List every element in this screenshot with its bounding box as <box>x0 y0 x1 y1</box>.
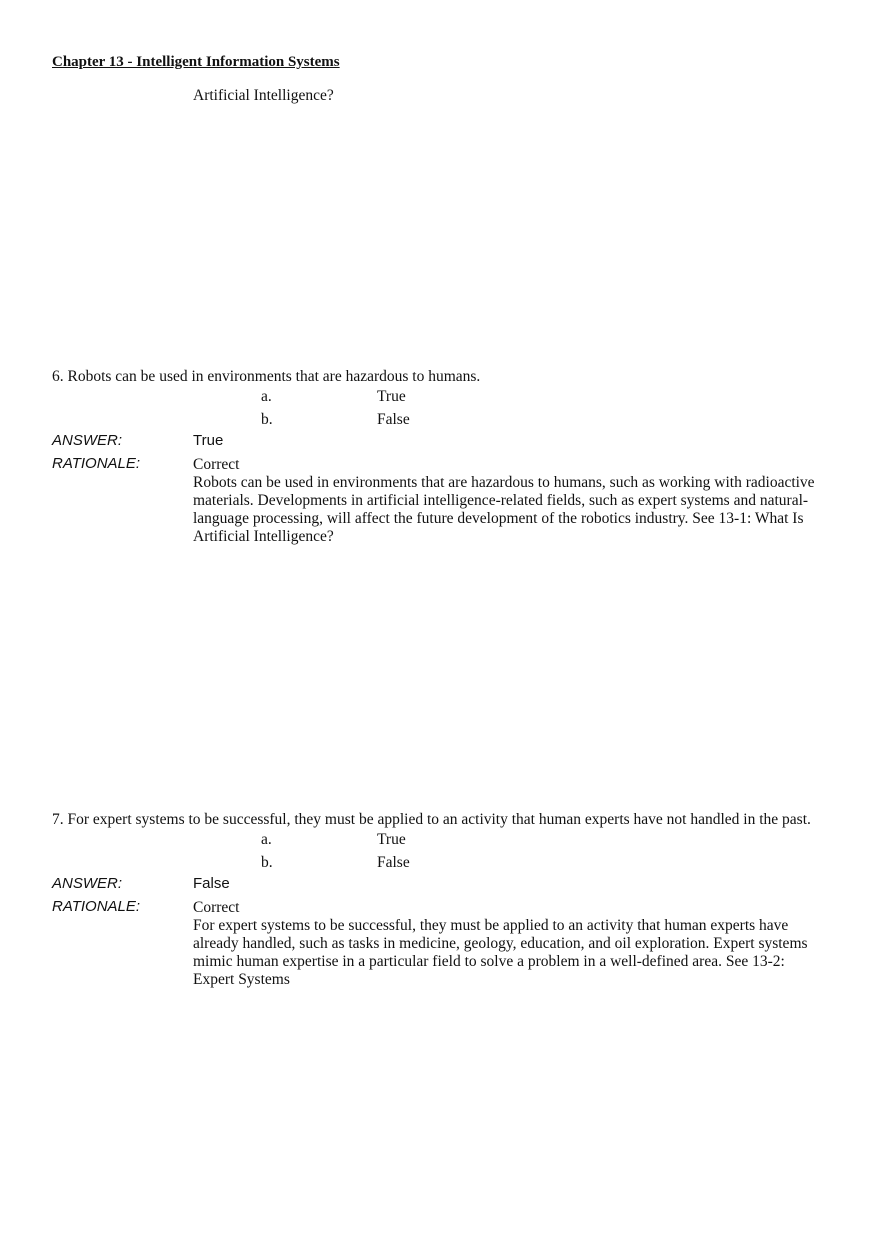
rationale-line: Artificial Intelligence? <box>193 528 334 545</box>
option-letter-b: b. <box>261 854 273 871</box>
rationale-label: RATIONALE: <box>52 898 141 915</box>
answer-value: True <box>193 432 224 449</box>
question-text: 7. For expert systems to be successful, they must be applied to an activity that human experts have not handled in the past. <box>52 811 811 828</box>
chapter-title: Chapter 13 - Intelligent Information Systems <box>52 54 340 70</box>
option-text-b: False <box>377 411 410 428</box>
carryover-text: Artificial Intelligence? <box>193 87 334 104</box>
rationale-heading: Correct <box>193 899 240 916</box>
rationale-label: RATIONALE: <box>52 455 141 472</box>
answer-label: ANSWER: <box>52 875 123 892</box>
rationale-line: Expert Systems <box>193 971 290 988</box>
option-letter-b: b. <box>261 411 273 428</box>
rationale-line: already handled, such as tasks in medicine, geology, education, and oil exploration. Expert systems <box>193 935 808 952</box>
rationale-heading: Correct <box>193 456 240 473</box>
option-letter-a: a. <box>261 831 272 848</box>
option-text-a: True <box>377 388 406 405</box>
rationale-line: mimic human expertise in a particular field to solve a problem in a well-defined area. See 13-2: <box>193 953 785 970</box>
option-letter-a: a. <box>261 388 272 405</box>
rationale-line: For expert systems to be successful, they must be applied to an activity that human experts have <box>193 917 789 934</box>
rationale-line: Robots can be used in environments that are hazardous to humans, such as working with radioactive <box>193 474 815 491</box>
rationale <box>193 899 808 989</box>
answer-label: ANSWER: <box>52 432 123 449</box>
rationale-line: materials. Developments in artificial intelligence-related fields, such as expert systems and natural- <box>193 492 809 509</box>
option-text-a: True <box>377 831 406 848</box>
option-text-b: False <box>377 854 410 871</box>
rationale-line: language processing, will affect the future development of the robotics industry. See 13-1: What Is <box>193 510 804 527</box>
question-text: 6. Robots can be used in environments that are hazardous to humans. <box>52 368 481 385</box>
rationale <box>193 456 815 546</box>
answer-value: False <box>193 875 230 892</box>
